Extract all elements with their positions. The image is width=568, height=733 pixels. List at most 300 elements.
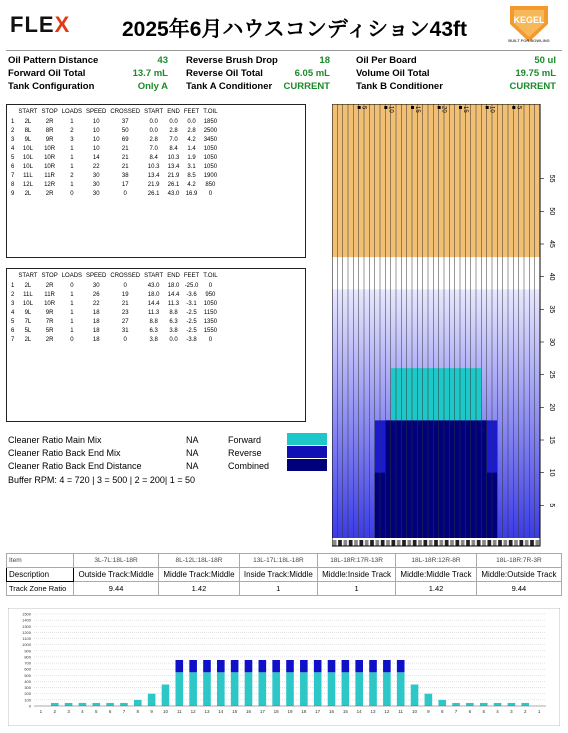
bar: [355, 672, 363, 706]
x-tick-label: 2: [53, 709, 57, 714]
track-zone-cell: 3L-7L:18L-18R: [74, 554, 159, 568]
table-cell: 18: [92, 318, 100, 325]
table-cell: 4: [11, 309, 15, 316]
board-foot: [498, 540, 502, 546]
table-cell: 10R: [44, 154, 56, 161]
legend-swatch: [287, 446, 327, 458]
x-tick-label: 4: [81, 709, 84, 714]
table-cell: 10R: [44, 163, 56, 170]
table-row: [9, 299, 220, 308]
y-tick-label: 300: [24, 685, 31, 691]
legend-label: Reverse: [228, 448, 262, 458]
board-bar-chart: [8, 608, 560, 726]
board-foot: [535, 540, 539, 546]
board-foot: [450, 540, 454, 546]
table-cell: 2R: [45, 190, 54, 197]
table-header-cell: T.OIL: [203, 109, 218, 115]
bar: [480, 703, 488, 706]
y-tick-label: 10: [548, 468, 555, 477]
x-tick-label: 10: [412, 709, 418, 714]
table-row: [9, 135, 220, 144]
board-foot: [343, 540, 347, 546]
bar: [65, 703, 73, 706]
track-zone-table: [6, 553, 562, 596]
x-tick-label: 17: [315, 709, 321, 714]
x-tick-label: 11: [398, 709, 404, 714]
table-cell: 11L: [23, 291, 33, 298]
table-cell: 2: [11, 127, 15, 134]
summary-label: Tank A Conditioner: [186, 81, 273, 92]
ratio-value: NA: [186, 448, 199, 458]
bar: [328, 660, 336, 672]
ratio-value: NA: [186, 435, 199, 445]
table-cell: 3.8: [149, 336, 158, 343]
table-cell: 2R: [45, 282, 54, 289]
arrow-marker: [384, 106, 387, 109]
board-foot: [466, 540, 470, 546]
table-cell: 2: [70, 127, 74, 134]
bar: [300, 672, 308, 706]
table-cell: 0: [70, 282, 74, 289]
table-cell: 8L: [24, 127, 32, 134]
y-tick-label: 30: [548, 338, 555, 346]
bar: [342, 672, 350, 706]
table-cell: 1: [70, 318, 74, 325]
table-cell: 13.4: [167, 163, 180, 170]
table-cell: 9L: [24, 136, 32, 143]
board-foot: [359, 540, 363, 546]
table-header-cell: CROSSED: [110, 109, 141, 115]
table-cell: 10.3: [167, 154, 180, 161]
table-cell: 10: [92, 127, 100, 134]
table-cell: 1350: [203, 318, 218, 325]
table-cell: -3.1: [186, 300, 197, 307]
ratio-label: Cleaner Ratio Back End Distance: [8, 461, 142, 471]
board-foot: [370, 540, 374, 546]
table-cell: 43.0: [147, 282, 160, 289]
table-cell: 18: [92, 327, 100, 334]
bar: [466, 703, 474, 706]
table-cell: 18.0: [167, 282, 180, 289]
flex-logo: [10, 12, 70, 38]
summary-label: Tank B Conditioner: [356, 81, 443, 92]
table-cell: 0: [208, 336, 213, 343]
table-cell: 0: [123, 336, 127, 343]
table-header-cell: END: [167, 273, 180, 279]
table-cell: 38: [121, 172, 129, 179]
bar: [231, 660, 239, 672]
summary-value: 13.7 mL: [132, 68, 168, 79]
table-cell: 950: [205, 291, 216, 298]
table-cell: 18.0: [147, 291, 160, 298]
table-cell: 8.4: [149, 154, 158, 161]
table-cell: 6: [11, 163, 15, 170]
bar: [438, 700, 446, 706]
table-cell: 30: [92, 190, 100, 197]
y-tick-label: 1000: [22, 642, 31, 648]
track-zone-cell: Outside Track:Middle: [74, 568, 159, 582]
x-tick-label: 10: [387, 106, 394, 113]
bar: [175, 660, 183, 672]
table-cell: 10L: [22, 163, 33, 170]
table-cell: 11R: [44, 291, 55, 298]
table-header-row: [9, 107, 220, 117]
legend-swatch: [287, 433, 327, 445]
table-cell: 14.4: [167, 291, 180, 298]
table-cell: 27: [121, 318, 129, 325]
board-foot: [503, 540, 507, 546]
track-zone-cell: Middle Track:Middle: [159, 568, 240, 582]
table-cell: 0.0: [187, 118, 196, 125]
x-tick-label: 5: [482, 709, 485, 714]
table-cell: 37: [121, 118, 129, 125]
table-header-cell: START: [18, 109, 38, 115]
table-row: [9, 189, 220, 198]
x-tick-label: 8: [440, 709, 444, 714]
table-cell: 3: [11, 136, 15, 143]
table-cell: 11L: [23, 172, 33, 179]
track-zone-cell: 9.44: [74, 582, 159, 596]
x-tick-label: 19: [287, 709, 293, 714]
bar: [452, 703, 460, 706]
table-cell: 1: [70, 154, 74, 161]
table-cell: 1850: [203, 118, 218, 125]
table-cell: 8: [11, 181, 15, 188]
table-cell: 21: [121, 300, 129, 307]
bar: [425, 694, 433, 706]
table-row: [9, 126, 220, 135]
table-row: [9, 326, 220, 335]
table-cell: 12L: [22, 181, 33, 188]
table-cell: 5: [11, 154, 15, 161]
heatmap-forward: [391, 368, 482, 420]
board-foot: [487, 540, 491, 546]
table-cell: 26.1: [167, 181, 180, 188]
board-foot: [471, 540, 475, 546]
table-row: [9, 308, 220, 317]
bar: [342, 660, 350, 672]
table-cell: 23: [121, 309, 129, 316]
table-cell: 2500: [203, 127, 218, 134]
table-cell: 9R: [45, 136, 54, 143]
table-header-cell: SPEED: [86, 273, 107, 279]
table-cell: 2.8: [187, 127, 196, 134]
x-tick-label: 16: [329, 709, 335, 714]
board-foot: [402, 540, 406, 546]
table-cell: 30: [92, 282, 100, 289]
x-tick-label: 12: [190, 709, 196, 714]
board-foot: [418, 540, 422, 546]
table-cell: 11.3: [167, 300, 180, 307]
legend-label: Forward: [228, 435, 262, 445]
table-row: [9, 144, 220, 153]
y-tick-label: 20: [548, 403, 555, 412]
legend-swatch: [287, 459, 327, 471]
table-cell: -2.5: [186, 318, 197, 325]
table-cell: 4: [11, 145, 15, 152]
bar-chart-frame: [8, 608, 560, 726]
table-cell: 0: [70, 336, 74, 343]
summary-value: 19.75 mL: [515, 68, 556, 79]
table-cell: 0: [208, 190, 213, 197]
y-tick-label: 0: [28, 703, 31, 709]
board-foot: [413, 540, 417, 546]
arrow-marker: [438, 106, 441, 109]
table-cell: 7R: [45, 318, 54, 325]
bar: [134, 700, 142, 706]
table-cell: 7.0: [149, 145, 158, 152]
summary-label: Reverse Oil Total: [186, 68, 263, 79]
table-cell: 6.3: [169, 318, 178, 325]
y-tick-label: 40: [548, 272, 555, 281]
table-cell: 0.0: [169, 336, 178, 343]
table-header-cell: T.OIL: [203, 273, 218, 279]
track-zone-cell: 18L-18R:12R-8R: [396, 554, 477, 568]
track-zone-row-label: Item: [7, 554, 74, 568]
table-row: [9, 281, 220, 290]
board-foot: [333, 540, 337, 546]
board-foot: [509, 540, 513, 546]
table-cell: 1: [70, 145, 74, 152]
track-zone-cell: 9.44: [476, 582, 561, 596]
board-foot: [455, 540, 459, 546]
summary-value: Only A: [137, 81, 168, 92]
table-cell: 1.4: [187, 145, 196, 152]
bar: [106, 703, 114, 706]
reverse-table: [9, 271, 220, 344]
table-row: [9, 117, 220, 126]
table-header-cell: [9, 271, 16, 281]
table-cell: 2.8: [149, 136, 158, 143]
table-header-cell: SPEED: [86, 109, 107, 115]
board-foot: [461, 540, 465, 546]
table-cell: 13.4: [147, 172, 160, 179]
y-tick-label: 600: [24, 666, 31, 672]
track-zone-cell: 1.42: [159, 582, 240, 596]
x-tick-label: 18: [273, 709, 279, 714]
table-cell: 10R: [44, 145, 56, 152]
table-cell: 7: [11, 336, 15, 343]
x-tick-label: 8: [136, 709, 140, 714]
table-cell: 50: [121, 127, 129, 134]
page-title: 2025年6月ハウスコンディション43ft: [122, 18, 468, 41]
table-cell: 10L: [22, 300, 33, 307]
y-tick-label: 25: [548, 370, 555, 379]
summary-value: 18: [319, 55, 330, 66]
table-cell: 69: [121, 136, 129, 143]
x-tick-label: 6: [108, 709, 112, 714]
track-zone-row: [7, 582, 562, 596]
table-cell: 0.0: [149, 127, 158, 134]
y-tick-label: 45: [548, 240, 555, 248]
table-cell: 14.4: [147, 300, 160, 307]
board-foot: [477, 540, 481, 546]
x-tick-label: 17: [259, 709, 265, 714]
table-cell: 1: [11, 282, 15, 289]
brand-name: KEGEL: [513, 15, 545, 25]
table-cell: 4.2: [187, 181, 196, 188]
x-tick-label: 7: [122, 709, 126, 714]
track-zone-cell: 18L-18R:7R-3R: [476, 554, 561, 568]
x-tick-label: 14: [218, 709, 224, 714]
bar: [300, 660, 308, 672]
board-foot: [375, 540, 379, 546]
table-header-cell: FEET: [183, 273, 200, 279]
bar: [494, 703, 502, 706]
table-cell: 14: [92, 154, 100, 161]
x-tick-label: 13: [370, 709, 376, 714]
bar: [259, 660, 267, 672]
track-zone-cell: 8L-12L:18L-18R: [159, 554, 240, 568]
board-foot: [439, 540, 443, 546]
table-cell: 18: [92, 309, 100, 316]
table-cell: 1: [70, 327, 74, 334]
table-header-cell: START: [144, 109, 164, 115]
table-row: [9, 180, 220, 189]
x-tick-label: 7: [454, 709, 458, 714]
summary-value: 43: [157, 55, 168, 66]
table-cell: -2.5: [186, 309, 197, 316]
y-tick-label: 5: [548, 503, 555, 508]
y-tick-label: 1200: [22, 629, 31, 635]
track-zone-cell: Inside Track:Middle: [239, 568, 317, 582]
table-row: [9, 290, 220, 299]
table-cell: 1550: [203, 327, 218, 334]
y-tick-label: 1500: [22, 611, 31, 617]
table-cell: 7.0: [169, 136, 178, 143]
table-cell: 0.0: [149, 118, 158, 125]
table-cell: 1150: [203, 309, 217, 316]
table-cell: 8R: [45, 127, 54, 134]
track-zone-row-label: Description: [7, 568, 74, 582]
table-cell: 21.9: [147, 181, 160, 188]
board-foot: [381, 540, 385, 546]
table-cell: -3.8: [186, 336, 197, 343]
table-cell: 19: [121, 291, 129, 298]
table-cell: 21: [121, 145, 129, 152]
table-cell: 0: [123, 282, 127, 289]
bar: [328, 672, 336, 706]
table-cell: 1: [70, 181, 74, 188]
x-tick-label: 15: [342, 709, 348, 714]
table-cell: -3.6: [186, 291, 197, 298]
table-cell: 10.3: [147, 163, 160, 170]
ratio-label: Cleaner Ratio Back End Mix: [8, 448, 121, 458]
y-tick-label: 700: [24, 660, 31, 666]
bar: [162, 685, 170, 706]
table-cell: 1: [70, 291, 74, 298]
x-tick-label: 9: [150, 709, 153, 714]
table-cell: 9L: [24, 309, 32, 316]
table-cell: 7L: [24, 318, 32, 325]
board-foot: [514, 540, 518, 546]
table-cell: 2: [11, 291, 15, 298]
logo-text: FLEX: [10, 12, 71, 37]
bar: [521, 703, 529, 706]
bar: [314, 660, 322, 672]
legend-label: Combined: [228, 461, 270, 471]
bar: [79, 703, 87, 706]
table-cell: 18: [92, 336, 100, 343]
ratio-label: Cleaner Ratio Main Mix: [8, 435, 102, 445]
table-cell: 3450: [203, 136, 218, 143]
bar: [383, 660, 391, 672]
y-tick-label: 1400: [22, 617, 31, 623]
table-cell: 1050: [203, 300, 218, 307]
table-row: [9, 317, 220, 326]
track-zone-row: [7, 568, 562, 582]
bar: [217, 672, 225, 706]
table-cell: 1: [70, 163, 74, 170]
board-foot: [338, 540, 342, 546]
table-cell: 3.1: [187, 163, 196, 170]
bar: [272, 660, 280, 672]
board-foot: [482, 540, 486, 546]
board-foot: [445, 540, 449, 546]
board-foot: [391, 540, 395, 546]
table-cell: 3.8: [169, 327, 178, 334]
x-tick-label: 11: [176, 709, 182, 714]
x-tick-label: 15: [414, 106, 420, 113]
board-foot: [349, 540, 353, 546]
bar: [369, 672, 377, 706]
table-cell: 1: [70, 309, 74, 316]
table-cell: 2R: [45, 336, 54, 343]
bar: [411, 685, 419, 706]
table-header-cell: START: [144, 273, 164, 279]
x-tick-label: 12: [384, 709, 390, 714]
y-tick-label: 200: [24, 691, 31, 697]
heatmap-oil-edge: [332, 257, 540, 290]
table-cell: 21: [121, 163, 129, 170]
board-foot: [519, 540, 523, 546]
table-cell: 5: [11, 318, 15, 325]
ratio-value: NA: [186, 461, 199, 471]
bar: [245, 660, 253, 672]
board-foot: [434, 540, 438, 546]
y-tick-label: 900: [24, 648, 31, 654]
bar: [397, 660, 405, 672]
bar: [272, 672, 280, 706]
bar: [286, 660, 294, 672]
table-cell: 30: [92, 181, 100, 188]
arrow-marker: [459, 106, 462, 109]
bar: [314, 672, 322, 706]
x-tick-label: 5: [95, 709, 98, 714]
bar: [51, 703, 59, 706]
y-tick-label: 400: [24, 678, 31, 684]
table-row: [9, 162, 220, 171]
table-cell: 2: [70, 172, 74, 179]
heatmap-combined-low: [375, 473, 498, 538]
arrow-marker: [486, 106, 489, 109]
board-foot: [397, 540, 401, 546]
table-cell: 10L: [22, 154, 33, 161]
table-header-cell: START: [18, 273, 38, 279]
table-cell: 43.0: [167, 190, 180, 197]
summary-label: Oil Pattern Distance: [8, 55, 99, 66]
track-zone-row: [7, 554, 562, 568]
table-cell: 17: [121, 181, 129, 188]
board-foot: [386, 540, 390, 546]
table-cell: 2L: [24, 190, 32, 197]
table-row: [9, 335, 220, 344]
bar: [189, 660, 197, 672]
board-foot: [525, 540, 529, 546]
board-foot: [354, 540, 358, 546]
y-tick-label: 1300: [22, 623, 31, 629]
table-cell: 12R: [44, 181, 56, 188]
